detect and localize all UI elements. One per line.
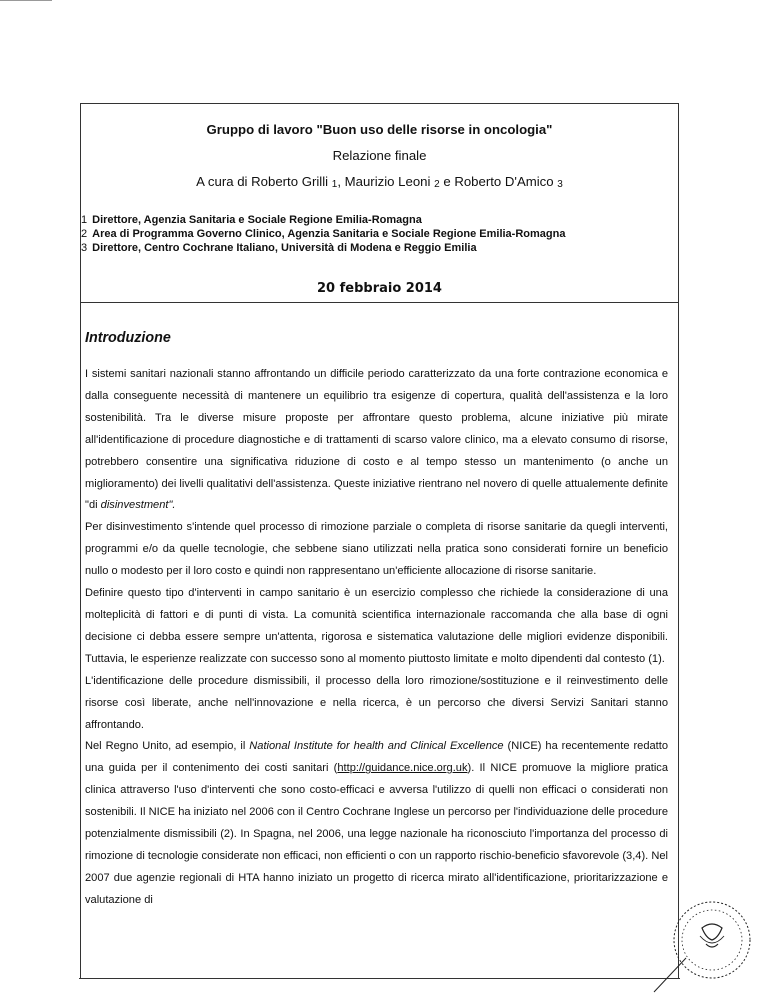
author-1: Roberto Grilli [251, 174, 329, 189]
paragraph-2: Per disinvestimento s'intende quel processo di rimozione parziale o completa di risorse sanitarie da quegli interventi, programmi e/o da quelle tecnologie, che sebbene siano utilizzati nella pratica sono considerati fornire un beneficio nullo o modesto per il loro costo e quindi non rappresentano un'efficiente allocazione di risorse sanitarie. [85, 521, 668, 578]
paragraph-1 [85, 364, 668, 517]
paragraph-5-text: ). Il NICE promuove la migliore pratica clinica attraverso l'uso d'interventi che sono costo-efficaci e avversa l'utilizzo di quelli non efficaci o considerati non sostenibili. Il NICE ha iniziato nel 2006 con il Centro Cochrane Inglese un percorso per l'individuazione delle procedure potenzialmente dismissibili (2). In Spagna, nel 2006, una legge nazionale ha riconosciuto l'importanza del processo di rimozione di tecnologie considerate non efficaci, non efficienti o con un rapporto rischio-beneficio sfavorevole (3,4). Nel 2007 due agenzie regionali di HTA hanno iniziato un progetto di ricerca mirato all'identificazione, prioritarizzazione e valutazione di [85, 762, 668, 906]
paragraph-5-text: Nel Regno Unito, ad esempio, il [85, 740, 250, 753]
document-date: 20 febbraio 2014 [317, 281, 442, 296]
document-title: Gruppo di lavoro "Buon uso delle risorse in oncologia" [206, 122, 553, 137]
document-frame [80, 103, 679, 979]
affiliation-text: Direttore, Agenzia Sanitaria e Sociale Regione Emilia-Romagna [92, 214, 422, 226]
scan-corner-mark [0, 0, 52, 5]
affiliation-number: 2 [81, 228, 88, 240]
paragraph-5-italic: National Institute for health and Clinical Excellence [249, 740, 504, 753]
official-seal-stamp [650, 900, 760, 994]
authors-separator: e [439, 174, 455, 189]
affiliation-number: 1 [81, 214, 88, 226]
author-3: Roberto D'Amico [454, 174, 554, 189]
affiliation-number: 3 [81, 242, 88, 254]
paragraph-5 [85, 736, 668, 911]
header-box [81, 104, 678, 303]
paragraph-4: L'identificazione delle procedure dismissibili, il processo della loro rimozione/sostituzione e il reinvestimento delle risorse così liberate, anche nell'innovazione e nella ricerca, è un percorso che diversi Servizi Sanitari stanno affrontando. [85, 674, 668, 731]
paragraph-1-italic: disinvestment". [100, 499, 176, 512]
author-3-number: 3 [557, 179, 563, 190]
paragraph-1-text: I sistemi sanitari nazionali stanno affrontando un difficile periodo caratterizzato da una forte contrazione economica e dalla conseguente necessità di mantenere un equilibrio tra esigenze di copertura, qualità dell'assistenza e la loro sostenibilità. Tra le diverse misure proposte per affrontare questo problema, alcune iniziative più mirate all'identificazione di procedure diagnostiche e di trattamenti di scarso valore clinico, ma a elevato consumo di risorse, potrebbero consentire una significativa riduzione di costo e al tempo stesso un mantenimento (o anche un miglioramento) dei livelli qualitativi dell'assistenza. Queste iniziative rientrano nel novero di quelle attualemente definite "di [85, 368, 668, 512]
affiliation-3 [81, 242, 477, 254]
document-subtitle: Relazione finale [332, 148, 427, 163]
author-2: Maurizio Leoni [344, 174, 431, 189]
affiliation-text: Direttore, Centro Cochrane Italiano, Università di Modena e Reggio Emilia [92, 242, 477, 254]
author-2-number: 2 [434, 179, 440, 190]
author-1-number: 1 [331, 179, 338, 190]
paragraph-5-text: (NICE) ha recentemente redatto una guida per il contenimento dei costi sanitari ( [85, 740, 669, 775]
affiliation-2 [81, 228, 565, 240]
nice-link[interactable]: http://guidance.nice.org.uk [337, 762, 468, 775]
body-text [85, 364, 668, 912]
affiliation-text: Area di Programma Governo Clinico, Agenzia Sanitaria e Sociale Regione Emilia-Romagna [92, 228, 566, 240]
section-heading: Introduzione [85, 330, 171, 346]
authors-line [81, 174, 678, 190]
frame-bottom-line [79, 978, 680, 979]
authors-prefix: A cura di [196, 174, 252, 189]
authors-separator: , [337, 174, 345, 189]
paragraph-3: Definire questo tipo d'interventi in campo sanitario è un esercizio complesso che richiede la considerazione di una molteplicità di fattori e di punti di vista. La comunità scientifica internazionale raccomanda che alla base di ogni decisione ci debba essere sempre un'attenta, rigorosa e sistematica valutazione delle migliori evidenze disponibili. Tuttavia, le esperienze realizzate con successo sono al momento piuttosto limitate e molto dipendenti dal contesto (1). [85, 587, 668, 665]
affiliation-1 [81, 214, 422, 226]
